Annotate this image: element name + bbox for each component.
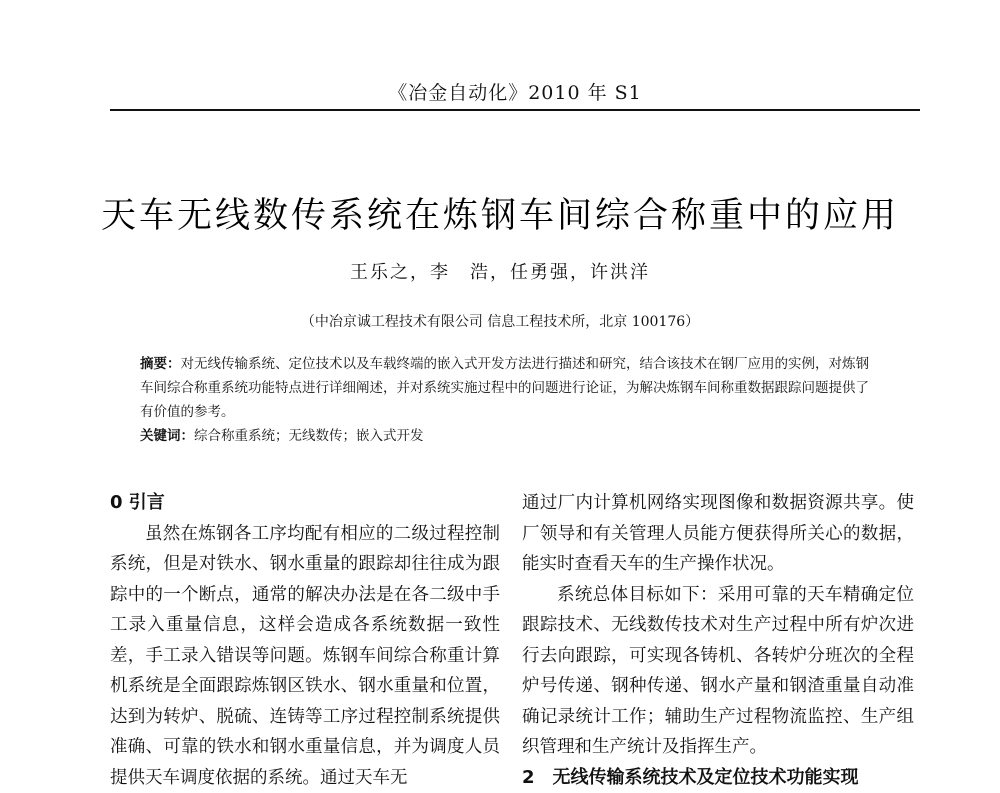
journal-header: 《冶金自动化》2010 年 S1 [110, 78, 920, 105]
keywords [140, 424, 880, 448]
keywords-label: 关键词： [140, 428, 194, 444]
abstract-label: 摘要： [140, 356, 181, 372]
keywords-text: 综合称重系统；无线数传；嵌入式开发 [194, 428, 424, 444]
article-title: 天车无线数传系统在炼钢车间综合称重中的应用 [60, 188, 940, 238]
affiliation: （中冶京诚工程技术有限公司 信息工程技术所，北京 100176） [0, 311, 1000, 331]
header-rule [110, 109, 920, 111]
left-column [110, 488, 500, 793]
right-paragraph-2: 系统总体目标如下：采用可靠的天车精确定位跟踪技术、无线数传技术对生产过程中所有炉次进行去向跟踪，可实现各铸机、各转炉分班次的全程炉号传递、钢种传递、钢水产量和钢渣重量自动准确记录统计工作；辅助生产过程物流监控、生产组织管理和生产统计及指挥生产。 [522, 580, 914, 763]
right-paragraph-1: 通过厂内计算机网络实现图像和数据资源共享。使厂领导和有关管理人员能方便获得所关心的数据，能实时查看天车的生产操作状况。 [522, 488, 914, 580]
abstract [140, 352, 880, 424]
section-heading-2: 2 无线传输系统技术及定位技术功能实现 [522, 763, 914, 793]
intro-paragraph: 虽然在炼钢各工序均配有相应的二级过程控制系统，但是对铁水、钢水重量的跟踪却往往成为跟踪中的一个断点，通常的解决办法是在各二级中手工录入重量信息，这样会造成各系统数据一致性差，手工录入错误等问题。炼钢车间综合称重计算机系统是全面跟踪炼钢区铁水、钢水重量和位置，达到为转炉、脱硫、连铸等工序过程控制系统提供准确、可靠的铁水和钢水重量信息，并为调度人员提供天车调度依据的系统。通过天车无 [110, 519, 500, 793]
abstract-block [140, 352, 880, 448]
authors: 王乐之，李 浩，任勇强，许洪洋 [0, 258, 1000, 284]
right-column [522, 488, 914, 793]
section-heading-introduction: 0 引言 [110, 488, 500, 519]
abstract-text: 对无线传输系统、定位技术以及车载终端的嵌入式开发方法进行描述和研究，结合该技术在钢厂应用的实例，对炼钢车间综合称重系统功能特点进行详细阐述，并对系统实施过程中的问题进行论证，为解决炼钢车间称重数据跟踪问题提供了有价值的参考。 [140, 356, 869, 420]
